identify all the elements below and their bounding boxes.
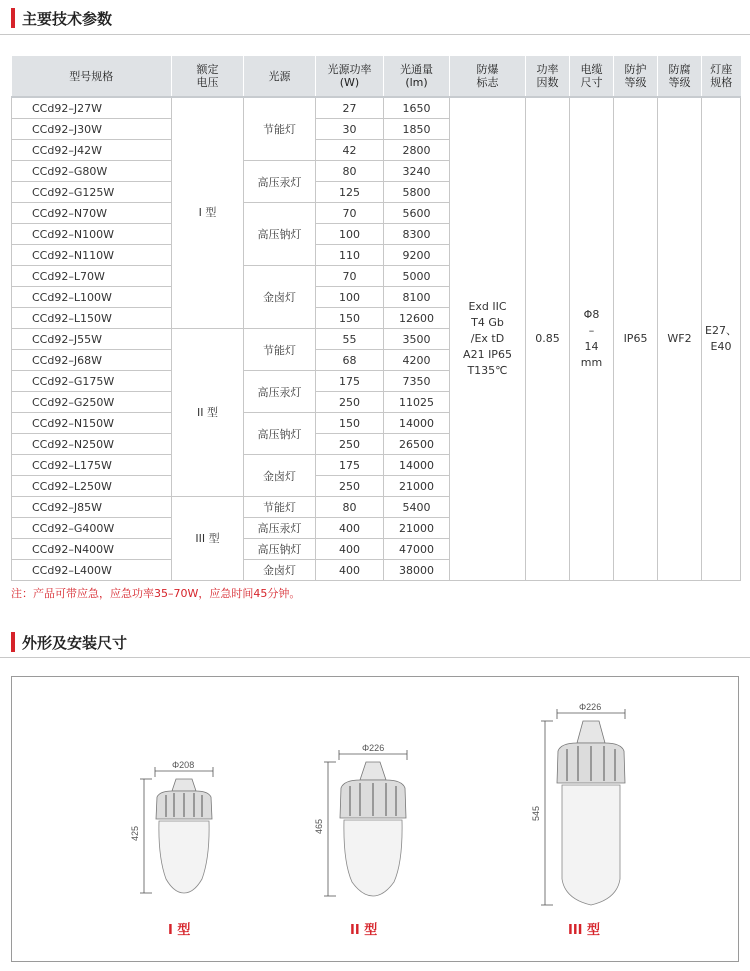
lamp1-diameter-label: Φ208 (172, 760, 195, 770)
pf-cell: 0.85 (526, 97, 570, 581)
header-exmark: 防爆 标志 (450, 56, 526, 97)
flux-cell: 12600 (384, 308, 450, 329)
heading-accent-bar (11, 632, 15, 652)
power-cell: 250 (316, 476, 384, 497)
power-cell: 80 (316, 161, 384, 182)
model-cell: CCd92–N150W (12, 413, 172, 434)
flux-cell: 1650 (384, 97, 450, 119)
heading-accent-bar (11, 8, 15, 28)
section-heading-specs (11, 6, 112, 30)
header-voltage: 额定 电压 (172, 56, 244, 97)
flux-cell: 26500 (384, 434, 450, 455)
header-socket: 灯座 规格 (702, 56, 741, 97)
model-cell: CCd92–J68W (12, 350, 172, 371)
type-label-2: II 型 (350, 923, 378, 938)
lamp2-diameter-label: Φ226 (362, 743, 385, 753)
power-cell: 100 (316, 224, 384, 245)
flux-cell: 1850 (384, 119, 450, 140)
flux-cell: 5800 (384, 182, 450, 203)
flux-cell: 2800 (384, 140, 450, 161)
model-cell: CCd92–L250W (12, 476, 172, 497)
table-row (12, 97, 741, 119)
power-cell: 250 (316, 392, 384, 413)
flux-cell: 38000 (384, 560, 450, 581)
section-title-specs: 主要技术参数 (22, 9, 113, 28)
source-cell: 高压汞灯 (244, 518, 316, 539)
voltage-group-cell: III 型 (172, 497, 244, 581)
power-cell: 400 (316, 539, 384, 560)
dimension-drawing-panel (11, 676, 739, 962)
lamp-drawing-type-3 (527, 699, 647, 909)
header-cable: 电缆 尺寸 (570, 56, 614, 97)
header-source: 光源 (244, 56, 316, 97)
flux-cell: 8300 (384, 224, 450, 245)
lamp2-height-label: 465 (314, 818, 324, 834)
model-cell: CCd92–J27W (12, 97, 172, 119)
source-cell: 高压钠灯 (244, 413, 316, 455)
model-cell: CCd92–J30W (12, 119, 172, 140)
power-cell: 27 (316, 97, 384, 119)
power-cell: 110 (316, 245, 384, 266)
model-cell: CCd92–J42W (12, 140, 172, 161)
model-cell: CCd92–G175W (12, 371, 172, 392)
source-cell: 节能灯 (244, 497, 316, 518)
table-header-row (12, 56, 741, 97)
model-cell: CCd92–L400W (12, 560, 172, 581)
header-power: 光源功率 (W) (316, 56, 384, 97)
type-label-3: III 型 (568, 923, 601, 938)
lamp3-height-label: 545 (531, 805, 541, 821)
model-cell: CCd92–G125W (12, 182, 172, 203)
header-ip: 防护 等级 (614, 56, 658, 97)
flux-cell: 14000 (384, 413, 450, 434)
model-cell: CCd92–L70W (12, 266, 172, 287)
header-flux: 光通量 (lm) (384, 56, 450, 97)
source-cell: 金卤灯 (244, 455, 316, 497)
lamp1-height-label: 425 (130, 825, 140, 841)
source-cell: 高压钠灯 (244, 203, 316, 266)
spec-table (11, 56, 741, 581)
model-cell: CCd92–L175W (12, 455, 172, 476)
flux-cell: 4200 (384, 350, 450, 371)
emergency-note: 注：产品可带应急，应急功率35–70W，应急时间45分钟。 (11, 587, 301, 600)
flux-cell: 3240 (384, 161, 450, 182)
power-cell: 175 (316, 455, 384, 476)
flux-cell: 5000 (384, 266, 450, 287)
flux-cell: 21000 (384, 518, 450, 539)
source-cell: 金卤灯 (244, 560, 316, 581)
lamp2-body (340, 762, 406, 896)
lamp1-body (156, 779, 212, 893)
model-cell: CCd92–G400W (12, 518, 172, 539)
flux-cell: 47000 (384, 539, 450, 560)
voltage-group-cell: I 型 (172, 97, 244, 329)
section-heading-dimensions (11, 630, 127, 654)
power-cell: 125 (316, 182, 384, 203)
lamp3-body (557, 721, 625, 905)
flux-cell: 3500 (384, 329, 450, 350)
flux-cell: 5600 (384, 203, 450, 224)
flux-cell: 21000 (384, 476, 450, 497)
power-cell: 30 (316, 119, 384, 140)
ip-cell: IP65 (614, 97, 658, 581)
model-cell: CCd92–N400W (12, 539, 172, 560)
source-cell: 节能灯 (244, 97, 316, 161)
power-cell: 55 (316, 329, 384, 350)
cable-cell: Φ8 – 14 mm (570, 97, 614, 581)
power-cell: 150 (316, 308, 384, 329)
header-pf: 功率 因数 (526, 56, 570, 97)
corrosion-cell: WF2 (658, 97, 702, 581)
power-cell: 70 (316, 203, 384, 224)
exmark-cell: Exd IIC T4 Gb /Ex tD A21 IP65 T135℃ (450, 97, 526, 581)
type-label-1: I 型 (168, 923, 191, 938)
model-cell: CCd92–J85W (12, 497, 172, 518)
power-cell: 150 (316, 413, 384, 434)
power-cell: 68 (316, 350, 384, 371)
flux-cell: 11025 (384, 392, 450, 413)
model-cell: CCd92–G80W (12, 161, 172, 182)
model-cell: CCd92–N100W (12, 224, 172, 245)
power-cell: 80 (316, 497, 384, 518)
source-cell: 高压汞灯 (244, 161, 316, 203)
power-cell: 400 (316, 560, 384, 581)
section-divider (0, 657, 750, 658)
source-cell: 节能灯 (244, 329, 316, 371)
flux-cell: 9200 (384, 245, 450, 266)
flux-cell: 8100 (384, 287, 450, 308)
source-cell: 高压汞灯 (244, 371, 316, 413)
model-cell: CCd92–N250W (12, 434, 172, 455)
model-cell: CCd92–N110W (12, 245, 172, 266)
power-cell: 42 (316, 140, 384, 161)
section-title-dimensions: 外形及安装尺寸 (22, 633, 128, 652)
power-cell: 100 (316, 287, 384, 308)
flux-cell: 14000 (384, 455, 450, 476)
section-divider (0, 34, 750, 35)
source-cell: 金卤灯 (244, 266, 316, 329)
power-cell: 250 (316, 434, 384, 455)
lamp3-diameter-label: Φ226 (579, 702, 602, 712)
flux-cell: 7350 (384, 371, 450, 392)
model-cell: CCd92–J55W (12, 329, 172, 350)
source-cell: 高压钠灯 (244, 539, 316, 560)
header-model: 型号规格 (12, 56, 172, 97)
model-cell: CCd92–N70W (12, 203, 172, 224)
power-cell: 400 (316, 518, 384, 539)
header-corrosion: 防腐 等级 (658, 56, 702, 97)
voltage-group-cell: II 型 (172, 329, 244, 497)
flux-cell: 5400 (384, 497, 450, 518)
model-cell: CCd92–G250W (12, 392, 172, 413)
lamp-drawing-type-2 (312, 740, 422, 900)
power-cell: 175 (316, 371, 384, 392)
model-cell: CCd92–L100W (12, 287, 172, 308)
model-cell: CCd92–L150W (12, 308, 172, 329)
lamp-drawing-type-1 (124, 757, 234, 897)
power-cell: 70 (316, 266, 384, 287)
socket-cell: E27、 E40 (702, 97, 741, 581)
